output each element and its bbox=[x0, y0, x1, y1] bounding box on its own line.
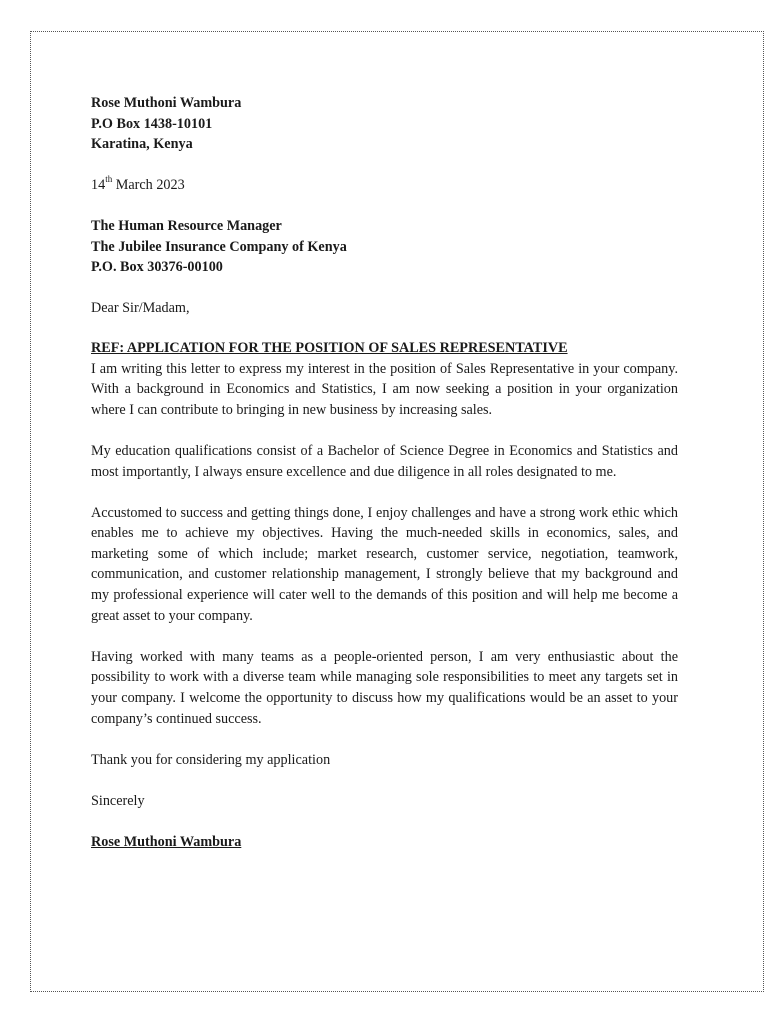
recipient-address bbox=[91, 216, 678, 278]
salutation: Dear Sir/Madam, bbox=[91, 300, 190, 317]
paragraph-3: Accustomed to success and getting things done, I enjoy challenges and have a strong work ethic which enables me to achieve my objectives. Having the much-needed skills in economics, sales, and marketing some of which include; market research, customer service, negotiation, teamwork, communication, and customer relationship management, I strongly believe that my background and my professional experience will cater well to the demands of this position and will help me become a great asset to your company. bbox=[91, 504, 678, 624]
sender-name: Rose Muthoni Wambura bbox=[91, 95, 242, 111]
paragraph-2: My education qualifications consist of a Bachelor of Science Degree in Economics and Statistics and most importantly, I always ensure excellence and due diligence in all roles designated to me. bbox=[91, 442, 678, 480]
recipient-box: P.O. Box 30376-00100 bbox=[91, 259, 223, 276]
sender-location: Karatina, Kenya bbox=[91, 136, 193, 153]
date-day: 14 bbox=[91, 176, 106, 193]
signature-name: Rose Muthoni Wambura bbox=[91, 834, 242, 851]
sender-address bbox=[91, 93, 678, 155]
closing: Sincerely bbox=[91, 793, 145, 809]
letter-body bbox=[91, 93, 678, 853]
letter-date bbox=[91, 175, 678, 196]
sender-box: P.O Box 1438-10101 bbox=[91, 115, 213, 132]
reference-line: REF: APPLICATION FOR THE POSITION OF SALES REPRESENTATIVE bbox=[91, 339, 568, 356]
paragraph-4: Having worked with many teams as a people-oriented person, I am very enthusiastic about the possibility to work with a diverse team while managing sole responsibilities to meet any targets set in your company. I welcome the opportunity to discuss how my qualifications would be an asset to your company’s continued success. bbox=[91, 648, 678, 727]
recipient-title: The Human Resource Manager bbox=[91, 217, 282, 234]
date-rest: March 2023 bbox=[112, 176, 185, 193]
thanks-line: Thank you for considering my application bbox=[91, 751, 331, 768]
recipient-company: The Jubilee Insurance Company of Kenya bbox=[91, 238, 347, 255]
paragraph-1: I am writing this letter to express my interest in the position of Sales Representative in your company. With a background in Economics and Statistics, I am now seeking a position in your organization where I can contribute to bringing in new business by increasing sales. bbox=[91, 360, 678, 418]
date-suffix: th bbox=[105, 174, 113, 185]
